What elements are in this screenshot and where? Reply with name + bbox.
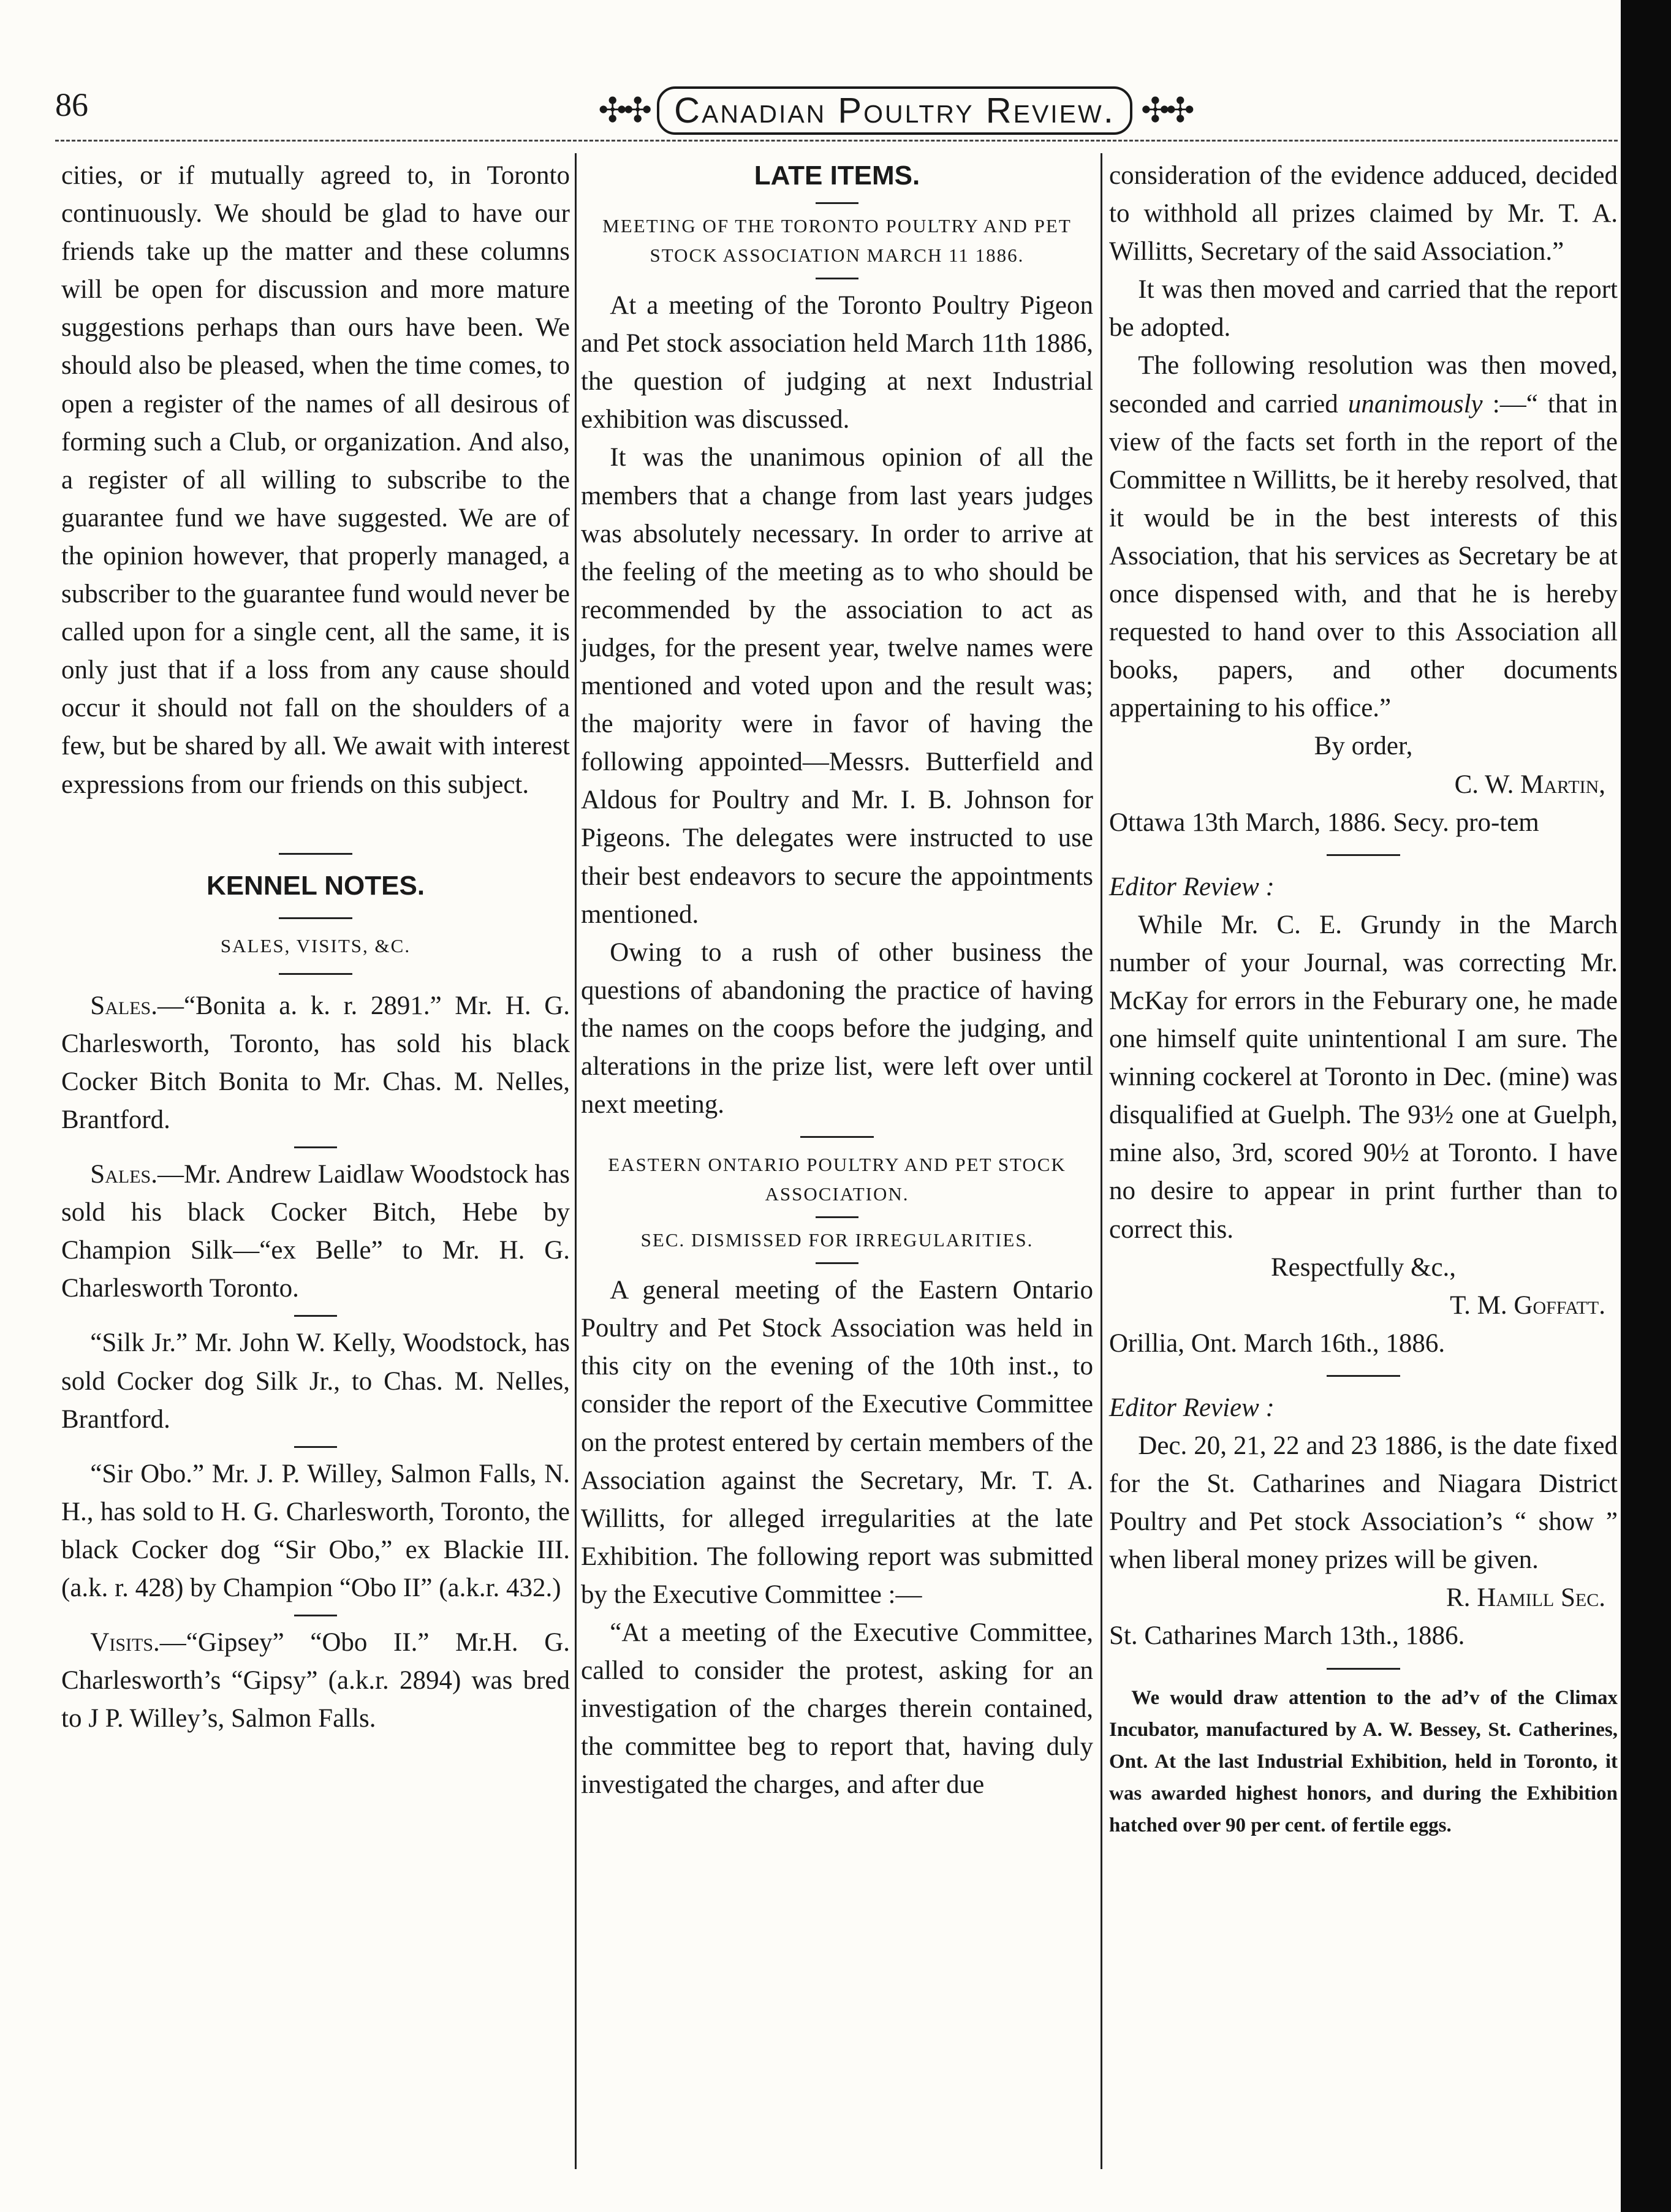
divider [294, 1315, 337, 1317]
toronto-meeting-paragraph-2: It was the unanimous opinion of all the members that a change from last years judges was absolutely necessary. In order to arrive at the feeling of the meeting as to who should be recommended by the association to act as judges, for the present year, twelve names were mentioned and voted upon and the result was; the majority were in favor of having the following appointed—Messrs. Butterfield and Aldous for Poultry and Mr. I. B. Johnson for Pigeons. The delegates were instructed to use their best endeavors to secure the appointments mentioned. [581, 443, 1093, 929]
header-rule [55, 140, 1618, 142]
report-adopted: It was then moved and carried that the report be adopted. [1109, 275, 1618, 343]
column-2 [581, 157, 1093, 1804]
sales-bonita-text: —“Bonita a. k. r. 2891.” Mr. H. G. Charlesworth, Toronto, has sold his black Cocker Bitch Bonita to Mr. Chas. M. Nelles, Brantford. [61, 991, 570, 1134]
committee-report-paragraph: “At a meeting of the Executive Committee, called to consider the protest, asking for an investigation of the charges therein contained, the committee beg to report that, having duly investigated the charges, and after due [581, 1618, 1093, 1800]
resolution-paragraph [1109, 347, 1618, 727]
divider [1327, 854, 1400, 856]
eastern-meeting-paragraph: A general meeting of the Eastern Ontario Poultry and Pet Stock Association was held in this city on the evening of the 10th inst., to consider the report of the Executive Committee on the protest entered by certain members of the Association against the Secretary, Mr. T. A. Willitts, for alleged irregularities at the late Exhibition. The following report was submitted by the Executive Committee :— [581, 1276, 1093, 1609]
sales-label: Sales. [90, 991, 157, 1020]
st-catharines-line: St. Catharines March 13th., 1886. [1109, 1621, 1465, 1651]
divider [294, 1146, 337, 1148]
by-order: By order, [1314, 732, 1413, 761]
ornament-left-icon: ✣✣ [598, 91, 649, 130]
divider [816, 1216, 858, 1218]
kennel-notes-heading: KENNEL NOTES. [206, 870, 425, 901]
respectfully: Respectfully &c., [1270, 1252, 1457, 1282]
page-edge-shadow [1621, 0, 1671, 2212]
resolution-text-a: The following resolution was then moved, seconded and carried [1109, 351, 1618, 419]
sales-sir-obo: “Sir Obo.” Mr. J. P. Willey, Salmon Falls, N. H., has sold to H. G. Charlesworth, Toronto, the black Cocker dog “Sir Obo,” ex Blackie III. (a.k. r. 428) by Champion “Obo II” (a.k.r. 432.) [61, 1459, 570, 1602]
divider [279, 973, 352, 975]
divider [279, 917, 352, 919]
page-header [55, 74, 1618, 153]
resolution-italic: unanimously [1347, 389, 1483, 419]
grundy-letter: While Mr. C. E. Grundy in the March number of your Journal, was correcting Mr. McKay for errors in the Feburary one, he made one himself quite unintentional I am sure. The winning cockerel at Toronto in Dec. (mine) was disqualified at Guelph. The 93½ one at Guelph, mine also, 3rd, scored 90½ at Toronto. I have no desire to appear in print further than to correct this. [1109, 910, 1618, 1244]
sales-hebe-text: —Mr. Andrew Laidlaw Woodstock has sold his black Cocker Bitch, Hebe by Champion Silk—“ex Belle” to Mr. H. G. Charlesworth Toronto. [61, 1160, 570, 1303]
martin-signature: C. W. Martin, [1454, 770, 1605, 799]
sales-label: Sales. [90, 1160, 157, 1189]
eastern-ontario-subhead: EASTERN ONTARIO POULTRY AND PET STOCK ASSOCIATION. [608, 1154, 1066, 1205]
paragraph-club-register: cities, or if mutually agreed to, in Toronto continuously. We should be glad to have our friends take up the matter and these columns will be open for discussion and more mature suggestions perhaps than ours have been. We should also be pleased, when the time comes, to open a register of the names of all desirous of forming such a Club, or organization. And also, a register of all willing to subscribe to the guarantee fund we have suggested. We are of the opinion however, that properly managed, a subscriber to the guarantee fund would never be called upon for a single cent, all the same, it is only just that if a loss from any cause should occur it should not fall on the shoulders of a few, but be shared by all. We await with interest expressions from our friends on this subject. [61, 161, 570, 799]
sales-bonita [61, 987, 570, 1139]
toronto-meeting-paragraph-3: Owing to a rush of other business the questions of abandoning the practice of having the names on the coops before the judging, and alterations in the prize list, were left over until next meeting. [581, 937, 1093, 1119]
ottawa-line: Ottawa 13th March, 1886. Secy. pro-tem [1109, 808, 1539, 837]
toronto-meeting-subhead: MEETING OF THE TORONTO POULTRY AND PET STOCK ASSOCIATION MARCH 11 1886. [602, 215, 1072, 267]
column-3 [1109, 157, 1618, 1841]
divider [816, 278, 858, 279]
column-divider-2 [1101, 153, 1102, 2169]
masthead-title: Canadian Poultry Review. [657, 86, 1132, 135]
sales-silk-jr: “Silk Jr.” Mr. John W. Kelly, Woodstock, has sold Cocker dog Silk Jr., to Chas. M. Nelles, Brantford. [61, 1328, 570, 1434]
sales-hebe [61, 1156, 570, 1308]
column-1 [61, 157, 570, 1738]
goffatt-signature: T. M. Goffatt. [1450, 1290, 1605, 1320]
divider [279, 853, 352, 855]
dismissed-subhead: SEC. DISMISSED FOR IRREGULARITIES. [640, 1229, 1034, 1251]
ornament-right-icon: ✣✣ [1140, 91, 1191, 130]
divider [1327, 1375, 1400, 1377]
incubator-notice: We would draw attention to the ad’v of the Climax Incubator, manufactured by A. W. Bessey, St. Catherines, Ont. At the last Industrial Exhibition, held in Toronto, it was awarded highest honors, and during the Exhibition hatched over 90 per cent. of fertile eggs. [1109, 1686, 1618, 1836]
divider [800, 1136, 874, 1138]
divider [294, 1615, 337, 1616]
kennel-notes-subhead: SALES, VISITS, &C. [220, 934, 411, 956]
report-continuation: consideration of the evidence adduced, decided to withhold all prizes claimed by Mr. T. A. Willitts, Secretary of the said Association.” [1109, 161, 1618, 267]
editor-review-1: Editor Review : [1109, 872, 1275, 901]
column-divider-1 [575, 153, 577, 2169]
late-items-heading: LATE ITEMS. [754, 161, 920, 191]
divider [816, 1262, 858, 1264]
visits-gipsey [61, 1624, 570, 1738]
resolution-text-b: :—“ that in view of the facts set forth in the report of the Committee n Willitts, be it hereby resolved, that it would be in the best interests of this Association, that his services as Secretary be at once dispensed with, and that he is hereby requested to hand over to this Association all books, papers, and other documents appertaining to his office.” [1109, 389, 1618, 723]
divider [816, 202, 858, 204]
hamill-signature: R. Hamill Sec. [1446, 1583, 1605, 1613]
masthead [558, 74, 1232, 147]
page-number: 86 [55, 86, 88, 123]
visits-label: Visits. [90, 1628, 160, 1657]
divider [294, 1446, 337, 1448]
editor-review-2: Editor Review : [1109, 1393, 1275, 1422]
st-catharines-show: Dec. 20, 21, 22 and 23 1886, is the date fixed for the St. Catharines and Niagara District Poultry and Pet stock Association’s “ show ” when liberal money prizes will be given. [1109, 1431, 1618, 1575]
toronto-meeting-paragraph-1: At a meeting of the Toronto Poultry Pigeon and Pet stock association held March 11th 1886, the question of judging at next Industrial exhibition was discussed. [581, 291, 1093, 434]
divider [1327, 1668, 1400, 1670]
orillia-line: Orillia, Ont. March 16th., 1886. [1109, 1328, 1446, 1358]
visits-gipsey-text: —“Gipsey” “Obo II.” Mr.H. G. Charlesworth’s “Gipsy” (a.k.r. 2894) was bred to J P. Willey’s, Salmon Falls. [61, 1628, 570, 1733]
